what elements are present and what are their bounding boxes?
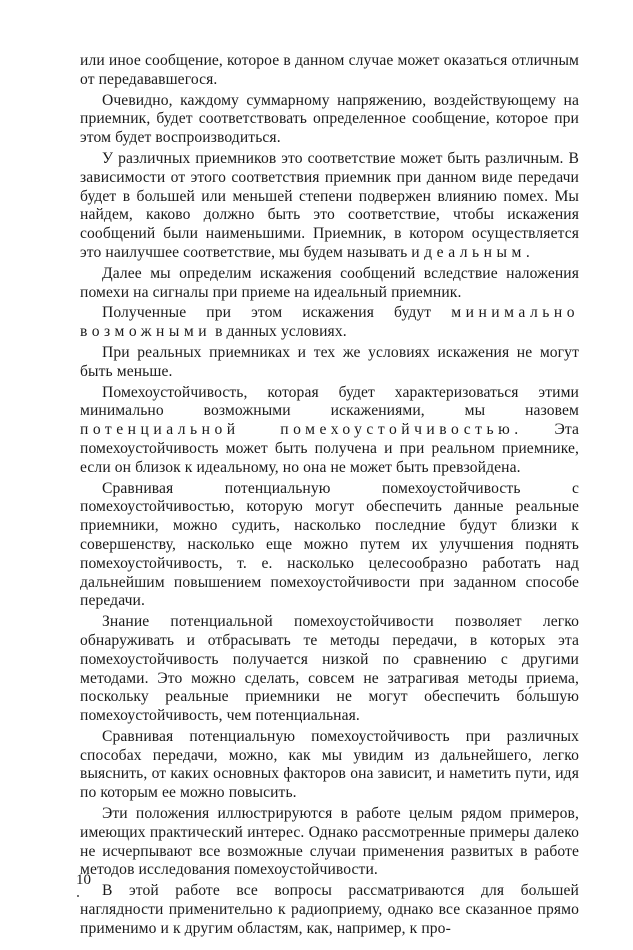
paragraph [80, 344, 579, 382]
paragraph [80, 805, 579, 880]
text-run: Эти положения иллюстрируются в работе целым рядом примеров, имеющих практический интерес. Однако рассмотренные примеры далеко не исчерпывают все возможные случаи применения развитых в работе методов исследования помехоустойчивости. [80, 805, 579, 879]
text-run: Очевидно, каждому суммарному напряжению, воздействующему на приемник, будет соответствовать определенное сообщение, которое при этом будет воспроизводиться. [80, 91, 579, 147]
text-run: У различных приемников это соответствие может быть различным. В зависимости от этого соответствия приемник при данном виде передачи будет в большей или меньшей степени подвержен влиянию помех. Мы найдем, каково должно быть это соответствие, чтобы искажения сообщений были наименьшими. Приемник, в котором осуществляется это наилучшее соответствие, мы будем называть [80, 149, 579, 261]
paragraph [80, 150, 579, 263]
text-run: Сравнивая потенциальную помехоустойчивость при различных способах передачи, можно, как мы увидим из дальнейшего, легко выяснить, от каких основных факторов она зависит, и наметить пути, идя по которым ее можно повысить. [80, 727, 579, 802]
paragraph [80, 384, 579, 478]
paragraph [80, 613, 579, 726]
text-run: в данных условиях. [211, 323, 347, 341]
text-run: . Эта помехоустойчивость может быть получена и при реальном приемнике, если он близок к идеальному, но она не может быть превзойдена. [80, 421, 579, 476]
paragraph [80, 52, 579, 90]
body-text [80, 52, 579, 939]
page-number: 10 [76, 872, 91, 888]
paragraph [80, 728, 579, 803]
paragraph [80, 92, 579, 148]
text-run: Знание потенциальной помехоустойчивости позволяет легко обнаруживать и отбрасывать те методы передачи, в которых эта помехоустойчивость получается низкой по сравнению с другими методами. Это можно сделать, совсем не затрагивая методы приема, поскольку реальные приемники не могут обеспечить бо́льшую помехоустойчивость, чем потенциальная. [80, 613, 579, 725]
text-run: Полученные при этом искажения будут [102, 304, 452, 322]
text-run: При реальных приемниках и тех же условиях искажения не могут быть меньше. [80, 343, 579, 380]
paragraph [80, 265, 579, 303]
text-run: В этой работе все вопросы рассматриваются для большей наглядности применительно к радиоприему, однако все сказанное прямо применимо и к другим областям, как, например, к про- [80, 882, 579, 937]
spaced-emphasis: минимально возможными [80, 304, 579, 341]
paragraph [80, 304, 579, 342]
paragraph [80, 882, 579, 938]
print-speck [77, 895, 79, 897]
text-run: Сравнивая потенциальную помехоустойчивость с помехоустойчивостью, которую могут обеспечить данные реальные приемники, можно судить, насколько последние будут близки к совершенству, насколько еще можно путем их улучшения поднять помехоустойчивость, т. е. насколько целесообразно работать над дальнейшим повышением помехоустойчивости при заданном способе передачи. [80, 479, 579, 610]
spaced-emphasis: идеальным [411, 243, 526, 261]
spaced-emphasis: потенциальной помехоустойчивостью [80, 421, 515, 439]
text-run: . [525, 243, 530, 261]
text-run: Помехоустойчивость, которая будет характеризоваться этими минимально возможными искажениями, мы назовем [80, 383, 579, 420]
text-run: Далее мы определим искажения сообщений вследствие наложения помехи на сигналы при приеме на идеальный приемник. [80, 264, 579, 301]
paragraph [80, 480, 579, 612]
text-run: или иное сообщение, которое в данном случае может оказаться отличным от передававшегося. [80, 52, 579, 88]
